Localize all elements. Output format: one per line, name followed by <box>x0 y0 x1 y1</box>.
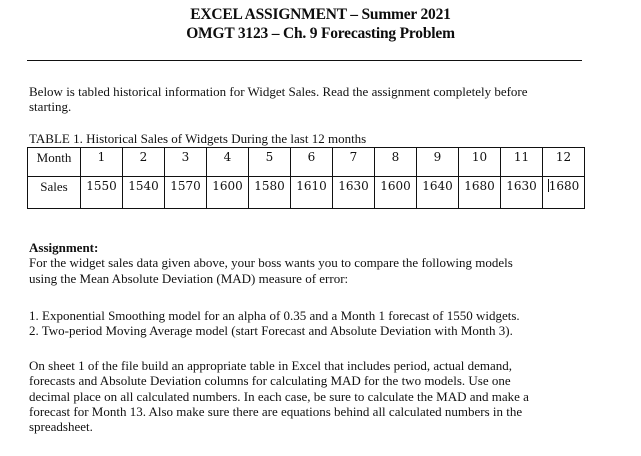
month-cell: 5 <box>249 148 291 177</box>
month-cell: 4 <box>207 148 249 177</box>
assignment-section <box>29 240 589 286</box>
sales-cell-active[interactable] <box>543 177 585 209</box>
row-header-month: Month <box>28 148 81 177</box>
instructions-line: spreadsheet. <box>29 419 93 435</box>
row-header-sales: Sales <box>28 177 81 209</box>
sales-cell[interactable]: 1600 <box>207 177 249 209</box>
sales-cell[interactable]: 1580 <box>249 177 291 209</box>
sales-cell[interactable]: 1630 <box>501 177 543 209</box>
horizontal-divider <box>27 60 582 61</box>
month-cell: 6 <box>291 148 333 177</box>
document-subtitle: OMGT 3123 – Ch. 9 Forecasting Problem <box>186 25 455 42</box>
month-cell: 2 <box>123 148 165 177</box>
intro-line-2: starting. <box>29 99 72 115</box>
month-cell: 12 <box>543 148 585 177</box>
sales-cell[interactable]: 1550 <box>81 177 123 209</box>
instructions-line: decimal place on all calculated numbers. In each case, be sure to calculate the MAD and make a <box>29 388 529 404</box>
model-list <box>29 308 589 339</box>
assignment-heading: Assignment: <box>29 240 99 255</box>
document-title: EXCEL ASSIGNMENT – Summer 2021 <box>190 6 451 23</box>
intro-line-1: Below is tabled historical information for Widget Sales. Read the assignment completely before <box>29 84 528 99</box>
month-cell: 10 <box>459 148 501 177</box>
month-cell: 1 <box>81 148 123 177</box>
table-caption: TABLE 1. Historical Sales of Widgets During the last 12 months <box>29 131 367 146</box>
assignment-line-2: using the Mean Absolute Deviation (MAD) measure of error: <box>29 270 349 286</box>
model-list-item: 1. Exponential Smoothing model for an alpha of 0.35 and a Month 1 forecast of 1550 widgets. <box>29 308 520 323</box>
sales-cell[interactable]: 1610 <box>291 177 333 209</box>
month-cell: 9 <box>417 148 459 177</box>
instructions-line: forecasts and Absolute Deviation columns for calculating MAD for the two models. Use one <box>29 373 511 389</box>
table-row-sales <box>28 177 585 209</box>
sales-cell[interactable]: 1570 <box>165 177 207 209</box>
sales-cell[interactable]: 1640 <box>417 177 459 209</box>
month-cell: 8 <box>375 148 417 177</box>
instructions-line: On sheet 1 of the file build an appropriate table in Excel that includes period, actual demand, <box>29 358 512 373</box>
model-list-item: 2. Two-period Moving Average model (start Forecast and Absolute Deviation with Month 3). <box>29 323 513 339</box>
month-cell: 11 <box>501 148 543 177</box>
table-row-month <box>28 148 585 177</box>
sales-table <box>27 147 585 209</box>
instructions-paragraph <box>29 358 589 434</box>
instructions-line: forecast for Month 13. Also make sure there are equations behind all calculated numbers in the <box>29 403 523 419</box>
sales-cell-value: 1680 <box>548 179 580 193</box>
sales-cell[interactable]: 1680 <box>459 177 501 209</box>
month-cell: 7 <box>333 148 375 177</box>
intro-paragraph <box>29 84 589 115</box>
sales-cell[interactable]: 1630 <box>333 177 375 209</box>
sales-cell[interactable]: 1540 <box>123 177 165 209</box>
sales-cell[interactable]: 1600 <box>375 177 417 209</box>
assignment-line-1: For the widget sales data given above, your boss wants you to compare the following models <box>29 255 513 271</box>
month-cell: 3 <box>165 148 207 177</box>
